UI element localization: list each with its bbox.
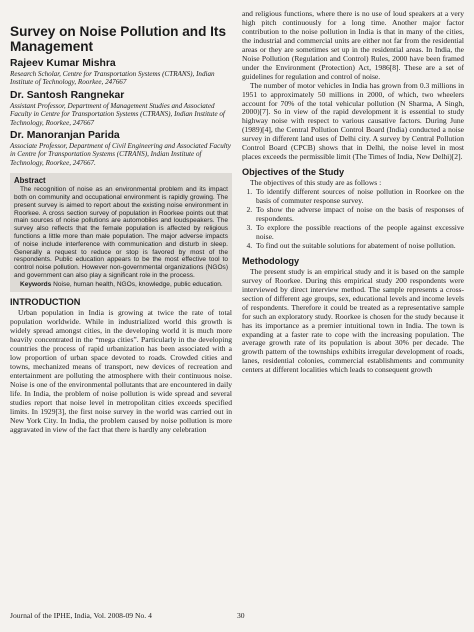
article-title: Survey on Noise Pollution and Its Management xyxy=(10,24,227,54)
methodology-heading: Methodology xyxy=(242,255,300,266)
left-column xyxy=(10,10,232,435)
introduction-heading: INTRODUCTION xyxy=(10,297,81,308)
author-affiliation: Associate Professor, Department of Civil Engineering and Associated Faculty in Centre for Transportation Systems (CTRANS), Indian Institute of Technology, Roorkee, 247667. xyxy=(10,142,231,167)
abstract-heading: Abstract xyxy=(14,176,46,186)
list-item: 1. To identify different sources of noise pollution in Roorkee on the basis of commuter response survey. xyxy=(254,188,464,206)
vehicles-paragraph: The number of motor vehicles in India has grown from 0.3 millions in 1951 to approximately 50 millions in 2000, of which, two wheelers account for 70% of the total vehicular pollution (N Sharma, A Singh, 2000)[7]. So in view of the rapid development it is essential to study highway noise with respect to various causative factors. During June (1989)[4], the Central Pollution Control Board (India) conducted a noise survey in different land uses of Delhi city. A survey by Central Pollution Control Board (CPCB) shows that in Delhi, the noise level in most places exceeds the permissible limit (The Times of India, New Delhi)[2]. xyxy=(242,80,464,162)
author-name: Rajeev Kumar Mishra xyxy=(10,58,116,69)
keywords xyxy=(14,281,228,289)
author-name: Dr. Santosh Rangnekar xyxy=(10,89,125,101)
methodology-paragraph: The present study is an empirical study and it is based on the sample survey of Roorkee. During this empirical study 200 respondents were interviewed by direct interview method. The sample represents a cross-section of different age groups, sex, educational levels and income levels of respondents. Therefore it could be treated as a representative sample for such an exploratory study. Roorkee is chosen for the study because it has its importance as a premier intuitional town in India. The town is expanding at a faster rate to cope with the increasing population. The average growth rate of its population is about 30% per decade. The growth pattern of the townships exhibits irregular development of roads, lanes, residential colonies, commercial establishments and community centers at different localities which leads to consequent growth xyxy=(242,266,464,375)
abstract-text: The recognition of noise as an environmental problem and its impact both on community and occupational environment is rapidly growing. The present survey is aimed to report about the existing noise environment in Roorkee. A cross section survey of population in Roorkee points out that main sources of noise pollutions are automobiles and loudspeakers. The survey also reflects that the female population is affected by religious functions a little more than male population. The major adverse impacts of noise include interference with communication and disturb in sleep. Generally a request to reduce or stop is favored by most of the respondents. Public education appears to be the most effective tool to control noise pollution. However non-governmental organizations (NGOs) and government can also play a significant role in the process. xyxy=(14,186,228,279)
author-2 xyxy=(10,90,232,127)
objectives-list xyxy=(242,188,464,251)
journal-citation: Journal of the IPHE, India, Vol. 2008-09 No. 4 xyxy=(10,611,152,620)
introduction-paragraph: Urban population in India is growing at twice the rate of total population worldwide. While in industrialized world this growth is widely spread amongst cities, in the developing world it is much more heavily concentrated in the “mega cities”. Particularly in the developing countries the process of rapid urbanization has been associated with a low proportion of urban space devoted to roads. Crowded cities and towns, mechanized means of transport, new devices of recreation and entertainment are polluting the atmosphere with their continuous noise. Noise is one of the environmental pollutants that are encountered in daily life. In India, the problem of noise pollution is wide spread and several studies report that noise level in metropolitan cities exceeds specified limits. In 1929[3], the first noise survey in the world was carried out in New York City. In India, the problem caused by noise pollution is more aggravated in view of the fact that there is hardly any celebration xyxy=(10,308,232,434)
list-item: 3. To explore the possible reactions of the people against excessive noise. xyxy=(254,224,464,242)
right-column xyxy=(242,10,464,375)
keywords-label: Keywords xyxy=(20,280,52,288)
author-affiliation: Research Scholar, Centre for Transportation Systems (CTRANS), Indian Institute of Technology, Roorkee, 247667 xyxy=(10,70,215,87)
page-number: 30 xyxy=(237,611,245,620)
list-item: 2. To show the adverse impact of noise on the basis of responses of respondents. xyxy=(254,206,464,224)
objectives-intro: The objectives of this study are as follows : xyxy=(250,178,382,188)
list-item: 4. To find out the suitable solutions for abatement of noise pollution. xyxy=(254,242,464,251)
objectives-heading: Objectives of the Study xyxy=(242,167,345,178)
author-affiliation: Assistant Professor, Department of Management Studies and Associated Faculty in Centre for Transportation Systems (CTRANS), Indian Institute of Technology, Roorkee, 247667 xyxy=(10,101,225,127)
author-name: Dr. Manoranjan Parida xyxy=(10,130,120,142)
keywords-text: Noise, human health, NGOs, knowledge, public education. xyxy=(53,280,223,288)
abstract-box xyxy=(10,173,232,292)
author-1 xyxy=(10,58,232,87)
author-3 xyxy=(10,130,232,167)
continuation-paragraph: and religious functions, where there is no use of loud speakers at a very high pitch continuously for a long time. Another major factor contribution to the noise pollution in India is that in many of the cities, the industrial and commercial units are either not far from the residential areas or they are sometimes set up in the residential areas. In India, the Noise Pollution (Regulation and Control) Rules, 2000 have been framed under the Environment (Protection) Act, 1986[8]. These are a set of guidelines for regulation and control of noise. xyxy=(242,9,464,81)
